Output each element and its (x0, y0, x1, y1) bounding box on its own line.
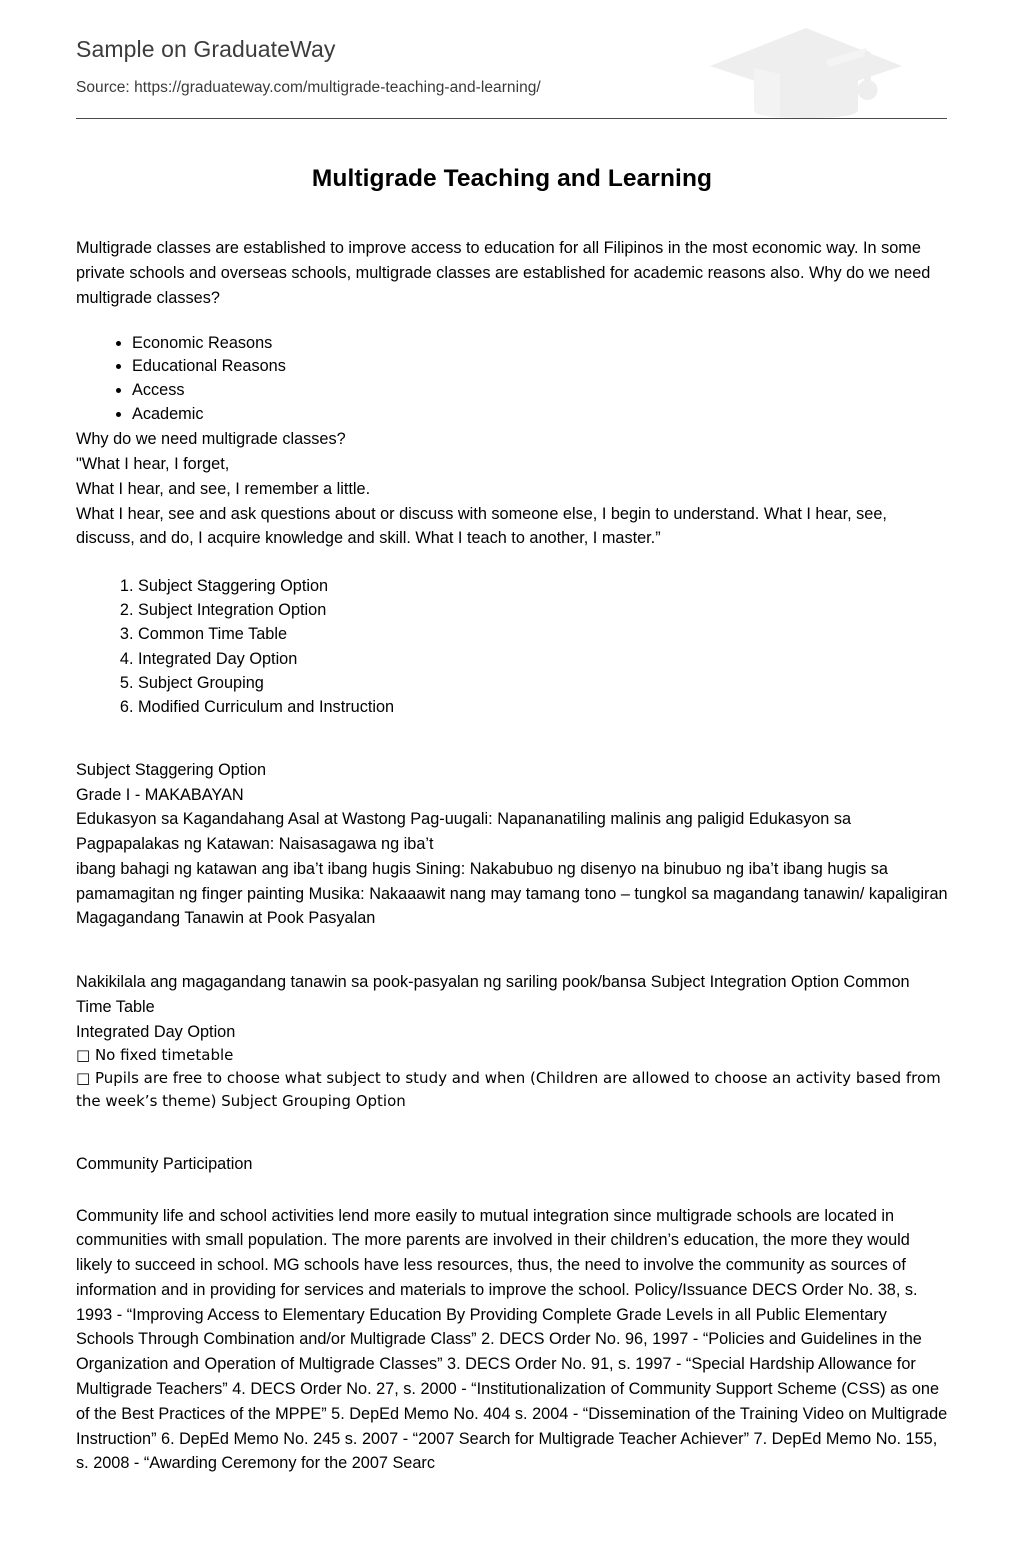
list-item: 3. Common Time Table (138, 622, 948, 646)
intro-paragraph: Multigrade classes are established to improve access to education for all Filipinos in the most economic way. In some private schools and overseas schools, multigrade classes are established for academic reasons also. Why do we need multigrade classes? (76, 239, 931, 307)
list-item: • Educational Reasons (132, 355, 948, 379)
quote-line: Why do we need multigrade classes? (76, 430, 346, 449)
makabayan-line: Grade I - MAKABAYAN (76, 785, 244, 804)
list-item: 2. Subject Integration Option (138, 598, 948, 622)
document-body (76, 119, 948, 1476)
makabayan-line: Edukasyon sa Kagandahang Asal at Wastong Pag-uugali: Napananatiling malinis ang paligid Edukasyon sa Pagpapalakas ng Katawan: Naisasagawa ng iba’t (76, 810, 852, 854)
community-participation-heading: Community Participation (76, 1154, 253, 1173)
makabayan-block (76, 783, 948, 932)
list-item: • Access (132, 379, 948, 403)
integrated-day-line: □ Pupils are free to choose what subject to study and when (Children are allowed to choose an activity based from the week’s theme) Subject Grouping Option (76, 1069, 941, 1111)
integrated-day-heading: Integrated Day Option (76, 1022, 236, 1041)
brand-title: Sample on GraduateWay (76, 36, 336, 62)
source-url-label: Source: https://graduateway.com/multigrade-teaching-and-learning/ (76, 78, 541, 96)
integrated-day-line: □ No fixed timetable (76, 1046, 234, 1065)
makabayan-line: ibang bahagi ng katawan ang iba’t ibang hugis Sining: Nakabubuo ng disenyo na binubuo ng iba’t ibang hugis sa pamamagitan ng finger painting Musika: Nakaaawit nang may tamang tono – tungkol sa magandang tanawin/ kapaligiran Magagandang Tanawin at Pook Pasyalan (76, 859, 948, 928)
subject-staggering-heading: Subject Staggering Option (76, 760, 267, 779)
integrated-day-block (76, 1020, 948, 1113)
options-numbered-list (76, 574, 948, 719)
list-item: 4. Integrated Day Option (138, 647, 948, 671)
graduation-cap-icon (706, 22, 906, 126)
page-header (76, 0, 948, 119)
quote-line: "What I hear, I forget, (76, 455, 230, 474)
reasons-bullet-list (76, 332, 948, 428)
subject-integration-block: Nakikilala ang magagandang tanawin sa pook-pasyalan ng sariling pook/bansa Subject Integration Option Common Time Table (76, 973, 910, 1016)
quote-line: What I hear, and see, I remember a little. (76, 479, 371, 498)
list-item: • Academic (132, 403, 948, 427)
list-item: 6. Modified Curriculum and Instruction (138, 695, 948, 719)
page-title: Multigrade Teaching and Learning (311, 165, 713, 192)
list-item: 5. Subject Grouping (138, 671, 948, 695)
quote-block (76, 427, 948, 551)
list-item: 1. Subject Staggering Option (138, 574, 948, 598)
quote-line: What I hear, see and ask questions about or discuss with someone else, I begin to understand. What I hear, see, discuss, and do, I acquire knowledge and skill. What I teach to another, I master.” (76, 504, 887, 548)
community-participation-paragraph: Community life and school activities lend more easily to mutual integration since multigrade schools are located in communities with small population. The more parents are involved in their children’s education, the more they would likely to succeed in school. MG schools have less resources, thus, the need to involve the community as sources of information and in providing for services and materials to improve the school. Policy/Issuance DECS Order No. 38, s. 1993 - “Improving Access to Elementary Education By Providing Complete Grade Levels in all Public Elementary Schools Through Combination and/or Multigrade Class” 2. DECS Order No. 96, 1997 - “Policies and Guidelines in the Organization and Operation of Multigrade Classes” 3. DECS Order No. 91, s. 1997 - “Special Hardship Allowance for Multigrade Teachers” 4. DECS Order No. 27, s. 2000 - “Institutionalization of Community Support Scheme (CSS) as one of the Best Practices of the MPPE” 5. DepEd Memo No. 404 s. 2004 - “Dissemination of the Training Video on Multigrade Instruction” 6. DepEd Memo No. 245 s. 2007 - “2007 Search for Multigrade Teacher Achiever” 7. DepEd Memo No. 155, s. 2008 - “Awarding Ceremony for the 2007 Searc (76, 1206, 948, 1473)
list-item: • Economic Reasons (132, 332, 948, 356)
